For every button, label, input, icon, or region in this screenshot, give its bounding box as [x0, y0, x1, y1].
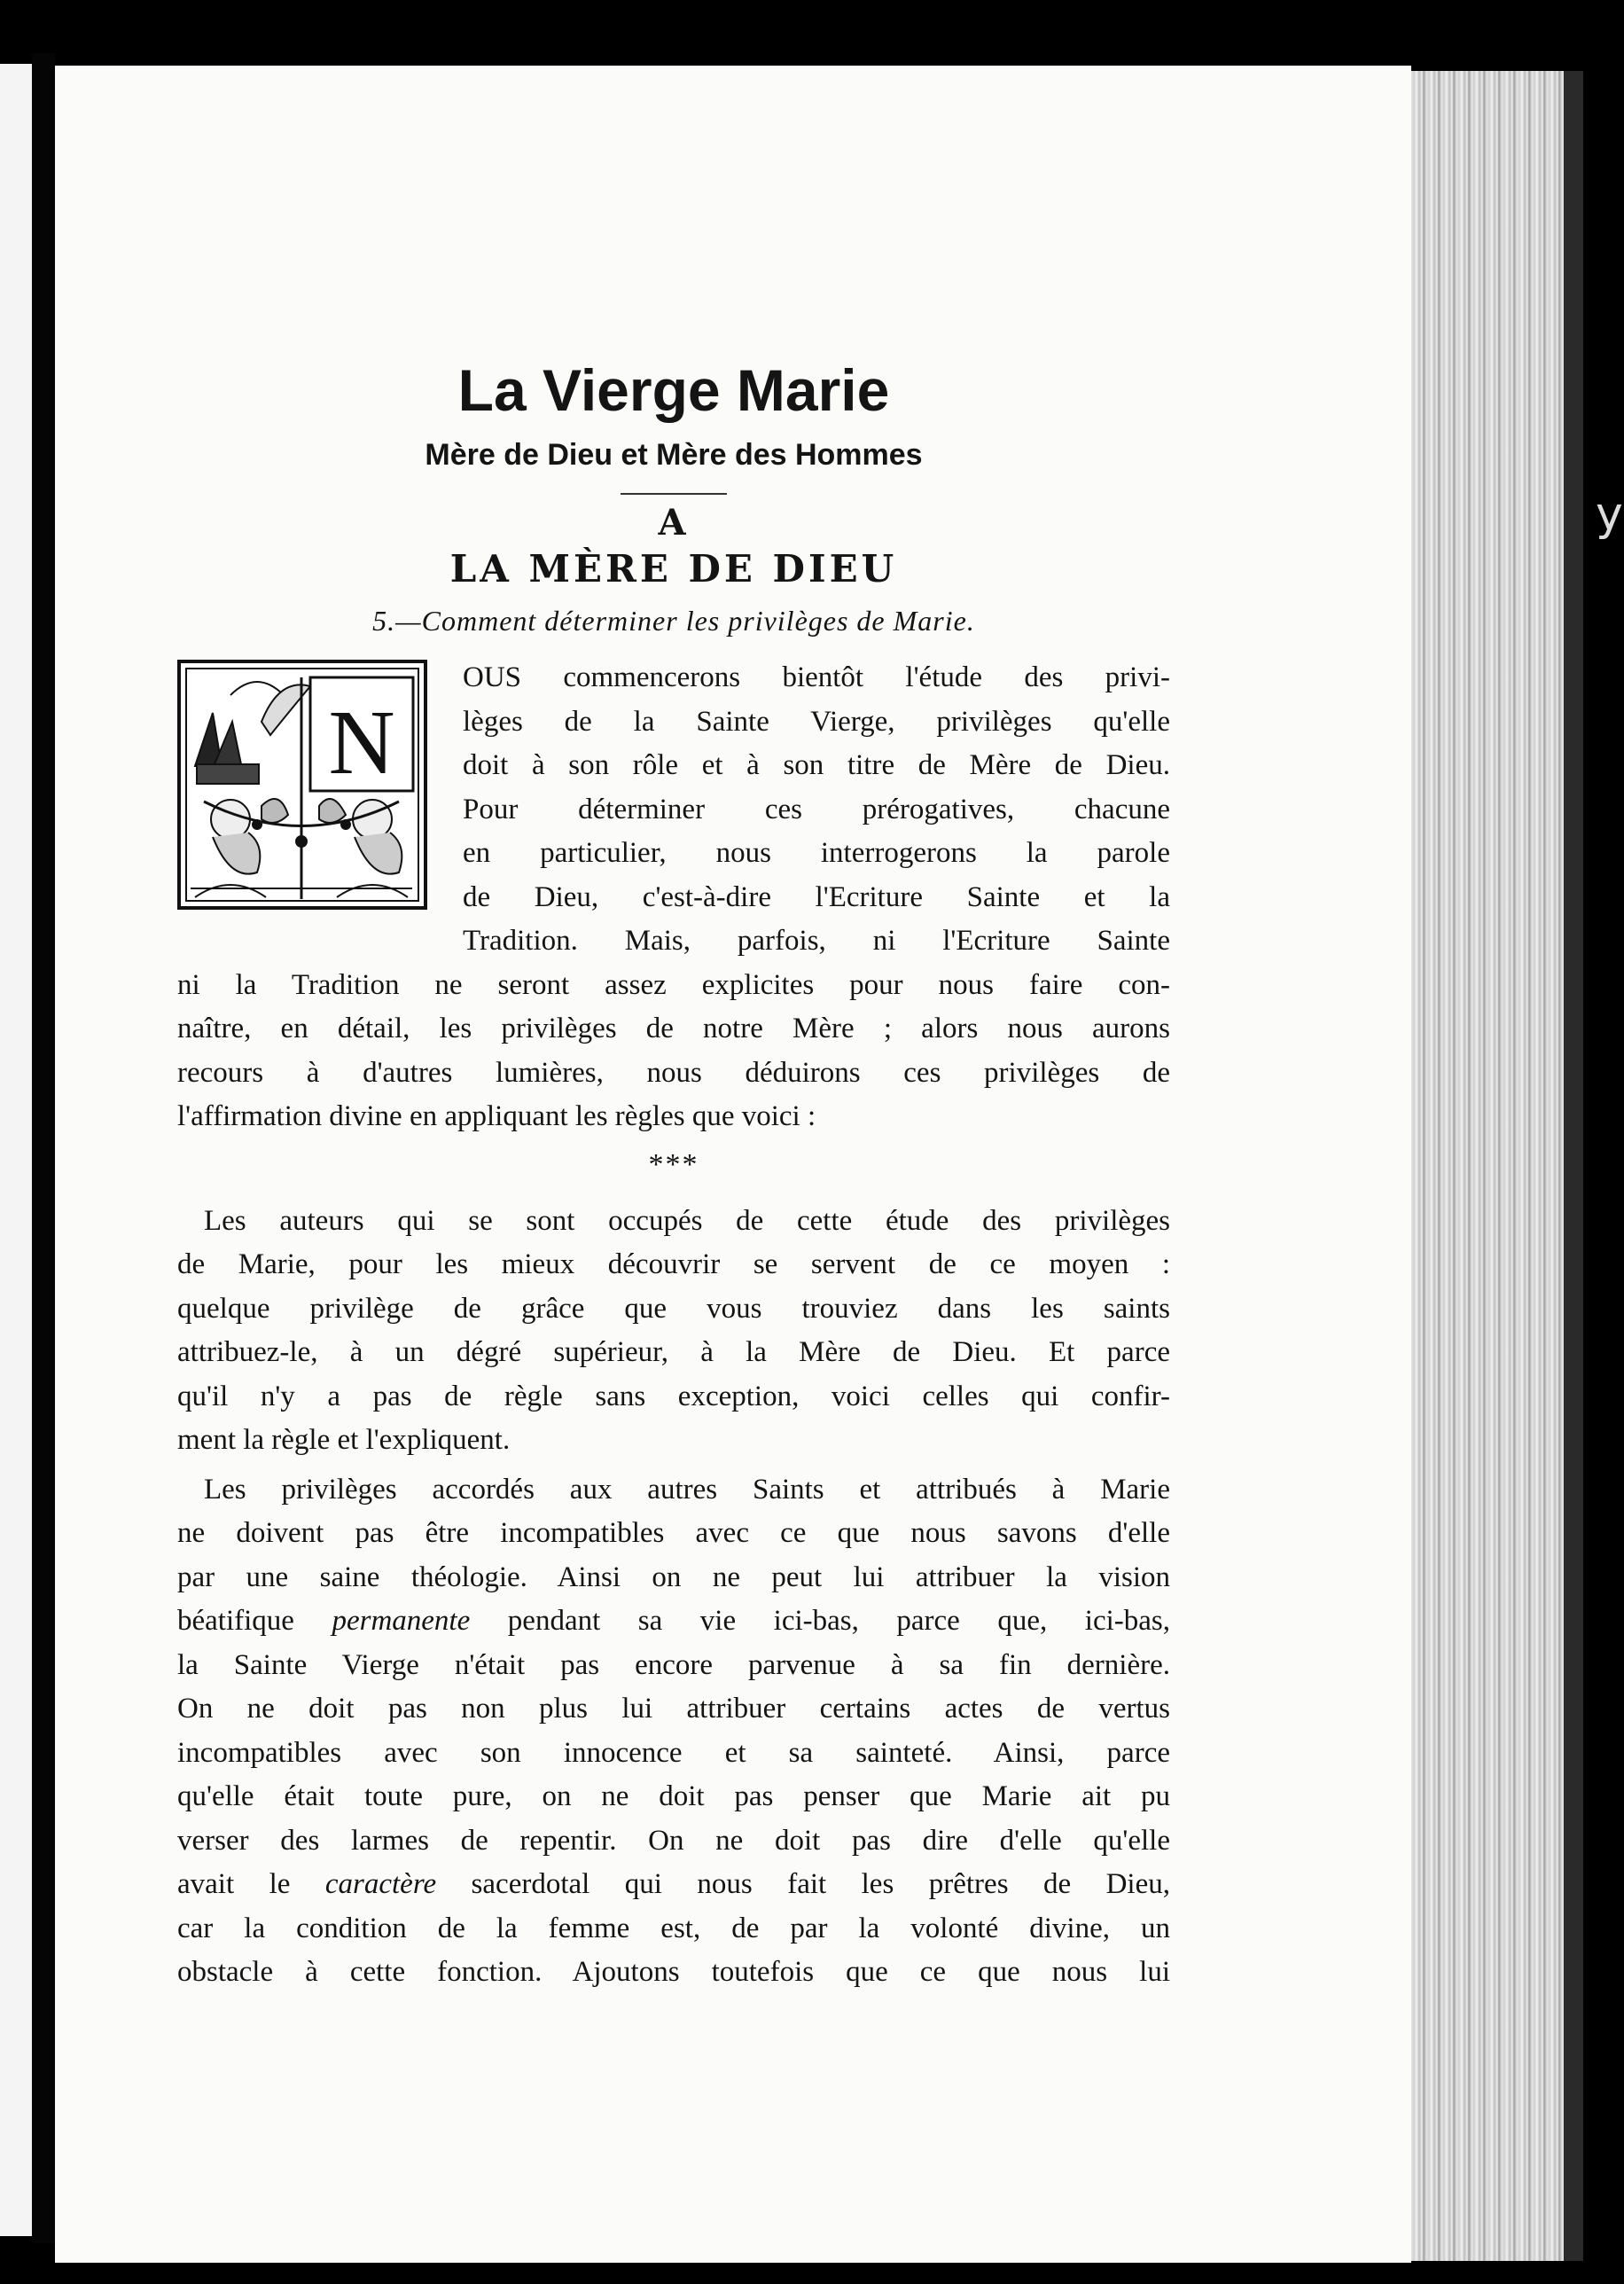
italic-term: caractère — [324, 1868, 437, 1900]
intro-paragraph — [177, 656, 1170, 1139]
paragraph-exceptions — [177, 1468, 1170, 1995]
text-line: ment la règle et l'expliquent. — [177, 1424, 511, 1456]
chapter-title: 5.—Comment déterminer les privilèges de Marie. — [372, 605, 975, 637]
text-line: Les privilèges accordés aux autres Saints et attribués à Marie — [204, 1473, 1170, 1506]
text-line: en particulier, nous interrogerons la parole — [463, 837, 1170, 869]
asterism-separator: *** — [648, 1147, 699, 1181]
text-segment: avait le — [177, 1868, 325, 1900]
italic-term: permanente — [332, 1605, 471, 1637]
text-line: doit à son rôle et à son titre de Mère de Dieu. — [463, 749, 1170, 781]
scan-margin-mark: y — [1596, 488, 1623, 541]
text-segment: pendant sa vie ici-bas, parce que, ici-bas, — [470, 1605, 1170, 1637]
intro-lines-full-width — [177, 964, 1170, 1139]
text-line: verser des larmes de repentir. On ne doit pas dire d'elle qu'elle — [177, 1824, 1170, 1857]
text-segment: béatifique — [177, 1605, 332, 1637]
text-line: On ne doit pas non plus lui attribuer certains actes de vertus — [177, 1693, 1170, 1725]
adjacent-page-edge — [0, 64, 32, 2236]
text-line: par une saine théologie. Ainsi on ne peut lui attribuer la vision — [177, 1560, 1170, 1593]
text-line: lèges de la Sainte Vierge, privilèges qu'elle — [463, 705, 1170, 738]
text-line: quelque privilège de grâce que vous trouviez dans les saints — [177, 1292, 1170, 1325]
text-line: de Marie, pour les mieux découvrir se servent de ce moyen : — [177, 1248, 1170, 1280]
text-line: naître, en détail, les privilèges de notre Mère ; alors nous aurons — [177, 1013, 1170, 1044]
text-line: attribuez-le, à un dégré supérieur, à la Mère de Dieu. Et parce — [177, 1336, 1170, 1368]
text-line: Pour déterminer ces prérogatives, chacune — [463, 793, 1170, 825]
text-line: de Dieu, c'est-à-dire l'Ecriture Sainte et la — [463, 880, 1170, 913]
section-title: LA MÈRE DE DIEU — [449, 547, 898, 591]
text-line: qu'elle était toute pure, on ne doit pas penser que Marie ait pu — [177, 1780, 1170, 1812]
paragraph-rules — [177, 1200, 1170, 1463]
text-line: Les auteurs qui se sont occupés de cette étude des privilèges — [204, 1204, 1170, 1237]
text-line: qu'il n'y a pas de règle sans exception, voici celles qui confir- — [177, 1380, 1170, 1412]
page-subtitle: Mère de Dieu et Mère des Hommes — [425, 438, 923, 472]
text-line: recours à d'autres lumières, nous déduirons ces privilèges de — [177, 1056, 1170, 1089]
text-line: OUS commencerons bientôt l'étude des privi- — [463, 661, 1170, 693]
title-divider — [621, 493, 727, 495]
page-stack-edges — [1411, 71, 1583, 2261]
text-line: la Sainte Vierge n'était pas encore parvenue à sa fin dernière. — [177, 1648, 1170, 1681]
section-letter: A — [658, 502, 690, 544]
text-line: Tradition. Mais, parfois, ni l'Ecriture Sainte — [463, 925, 1170, 957]
text-line: incompatibles avec son innocence et sa sainteté. Ainsi, parce — [177, 1736, 1170, 1769]
dropcap-letter: N — [328, 692, 395, 794]
text-line — [177, 1600, 1170, 1644]
text-line: obstacle à cette fonction. Ajoutons toutefois que ce que nous lui — [177, 1956, 1170, 1988]
text-line: car la condition de la femme est, de par la volonté divine, un — [177, 1912, 1170, 1944]
intro-lines-beside-dropcap — [463, 656, 1170, 964]
text-line: ne doivent pas être incompatibles avec ce que nous savons d'elle — [177, 1517, 1170, 1549]
text-line: l'affirmation divine en appliquant les règles que voici : — [177, 1100, 816, 1132]
page-text-block — [177, 355, 1170, 1995]
book-gutter — [32, 53, 55, 2243]
text-line — [177, 1863, 1170, 1907]
text-segment: sacerdotal qui nous fait les prêtres de Dieu, — [436, 1868, 1170, 1900]
text-line: ni la Tradition ne seront assez explicites pour nous faire con- — [177, 968, 1170, 1001]
ornamental-dropcap-n — [177, 660, 427, 910]
page-title: La Vierge Marie — [457, 357, 890, 423]
